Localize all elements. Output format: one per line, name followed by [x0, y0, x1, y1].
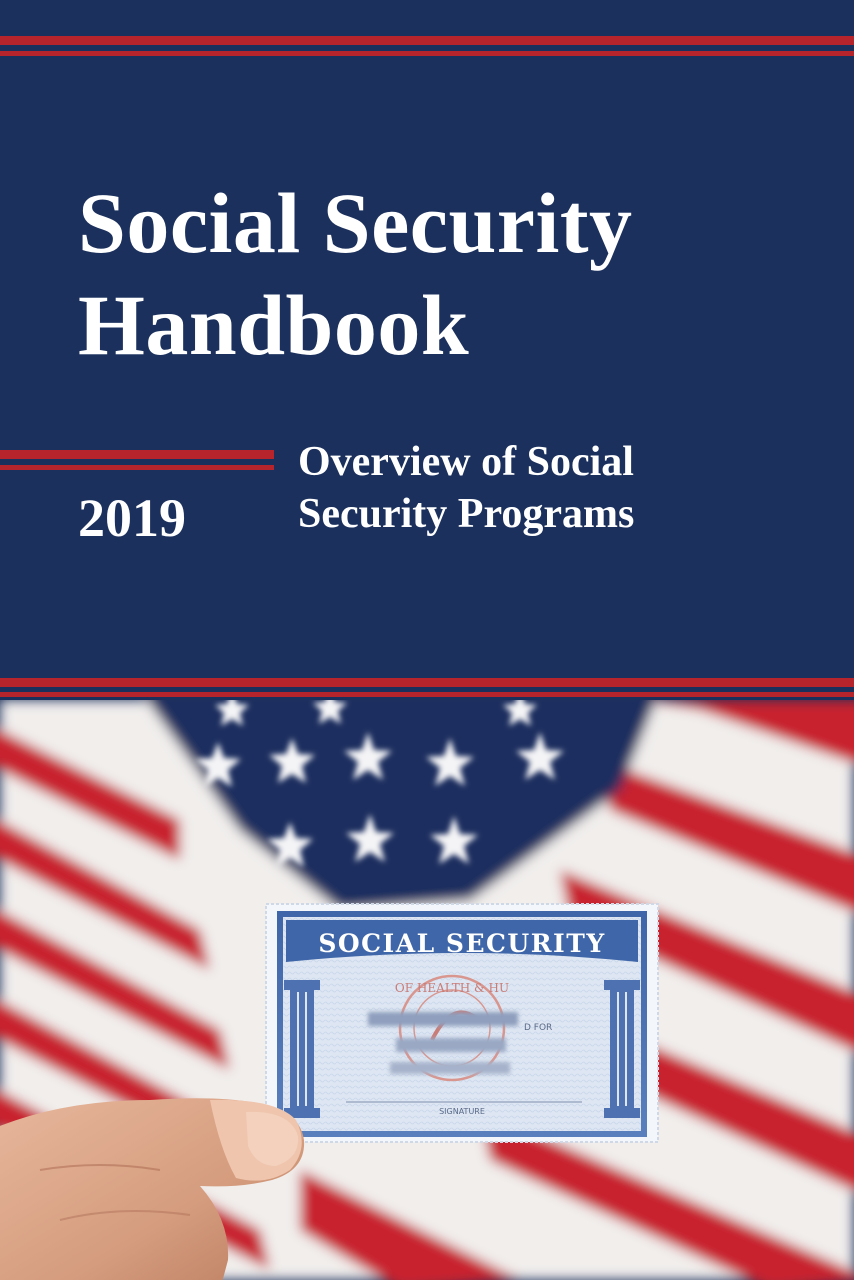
card-title: SOCIAL SECURITY: [318, 929, 606, 958]
top-red-stripe-1: [0, 36, 854, 45]
top-red-stripe-2: [0, 51, 854, 56]
social-security-card: [266, 904, 658, 1142]
mid-red-stripe-2: [0, 465, 274, 470]
book-title-line-1: Social Security: [78, 175, 633, 271]
edition-year: 2019: [78, 488, 186, 548]
card-signature-label: SIGNATURE: [439, 1107, 485, 1116]
book-subtitle-line-1: Overview of Social: [298, 439, 634, 485]
seal-text: OF HEALTH & HU: [394, 981, 510, 995]
book-title: [78, 172, 633, 376]
book-title-line-2: Handbook: [78, 277, 470, 373]
book-subtitle: [298, 436, 634, 540]
bottom-red-stripe-2: [0, 692, 854, 697]
card-for-label: D FOR: [524, 1023, 553, 1033]
bottom-red-stripe-1: [0, 678, 854, 687]
mid-red-stripe-1: [0, 450, 274, 459]
flag-and-card-illustration: [0, 700, 854, 1280]
book-subtitle-line-2: Security Programs: [298, 491, 635, 537]
cover-photo: [0, 700, 854, 1280]
